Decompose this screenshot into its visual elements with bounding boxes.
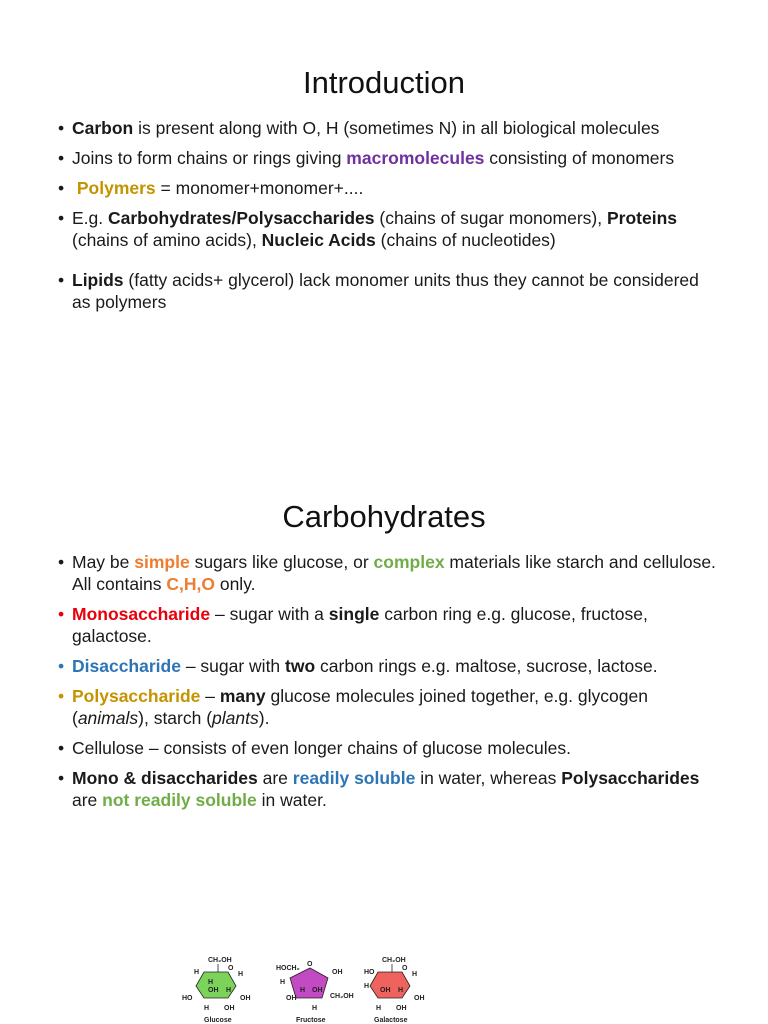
svg-text:O: O (228, 965, 234, 972)
svg-text:H: H (194, 969, 200, 976)
intro-title: Introduction (303, 64, 465, 100)
list-item: • E.g. Carbohydrates/Polysaccharides (chains of sugar monomers), Proteins (chains of amino acids), Nucleic Acids (chains of nucleotides) (58, 208, 677, 250)
svg-text:OH: OH (240, 995, 251, 1002)
list-item: • Cellulose – consists of even longer chains of glucose molecules. (58, 738, 572, 758)
bullet-dot: • (58, 270, 65, 290)
svg-text:H: H (364, 983, 370, 990)
intro-bullet-list (58, 117, 718, 321)
list-item: • Polysaccharide – many glucose molecules joined together, e.g. glycogen (animals), starch (plants). (58, 686, 648, 728)
svg-text:OH: OH (396, 1005, 407, 1012)
fructose-structure (276, 961, 354, 1024)
bullet-dot: • (58, 656, 65, 676)
list-item: • Mono & disaccharides are readily soluble in water, whereas Polysaccharides are not readily soluble in water. (58, 768, 700, 810)
galactose-structure (364, 957, 425, 1024)
glucose-ch2oh-label: CH₂OH (208, 957, 232, 964)
svg-text:OH: OH (208, 987, 219, 994)
list-item: • Carbon is present along with O, H (sometimes N) in all biological molecules (58, 118, 660, 138)
list-item: • Polymers = monomer+monomer+.... (58, 178, 364, 198)
list-item: • Monosaccharide – sugar with a single carbon ring e.g. glucose, fructose, galactose. (58, 604, 648, 646)
glucose-ring (196, 972, 236, 998)
svg-text:H: H (398, 987, 404, 994)
svg-text:H: H (204, 1005, 210, 1012)
svg-text:H: H (412, 971, 418, 978)
galactose-ring (370, 972, 410, 998)
svg-text:H: H (208, 979, 214, 986)
svg-text:H: H (226, 987, 232, 994)
svg-text:OH: OH (332, 969, 343, 976)
bullet-dot: • (58, 552, 65, 572)
bullet-dot: • (58, 208, 65, 228)
bullet-dot: • (58, 604, 65, 624)
carbohydrates-title: Carbohydrates (282, 498, 486, 534)
svg-text:H: H (238, 971, 244, 978)
fructose-label: Fructose (296, 1017, 326, 1024)
svg-text:OH: OH (286, 995, 297, 1002)
svg-text:O: O (307, 961, 313, 968)
bullet-dot: • (58, 738, 65, 758)
bullet-dot: • (58, 178, 65, 198)
list-item: • May be simple sugars like glucose, or complex materials like starch and cellulose. All contains C,H,O only. (58, 552, 716, 594)
svg-text:OH: OH (380, 987, 391, 994)
galactose-ch2oh-label: CH₂OH (382, 957, 406, 964)
list-item: • Lipids (fatty acids+ glycerol) lack monomer units thus they cannot be considered as polymers (58, 270, 699, 312)
svg-text:OH: OH (312, 987, 323, 994)
fructose-hoch2-label: HOCH₂ (276, 965, 300, 972)
galactose-label: Galactose (374, 1017, 408, 1024)
glucose-label: Glucose (204, 1017, 232, 1024)
bullet-dot: • (58, 148, 65, 168)
svg-text:HO: HO (182, 995, 193, 1002)
bullet-dot: • (58, 768, 65, 788)
bullet-dot: • (58, 118, 65, 138)
svg-text:H: H (280, 979, 286, 986)
svg-text:H: H (312, 1005, 318, 1012)
svg-text:H: H (300, 987, 306, 994)
svg-text:H: H (376, 1005, 382, 1012)
svg-text:OH: OH (224, 1005, 235, 1012)
list-item: • Joins to form chains or rings giving macromolecules consisting of monomers (58, 148, 675, 168)
svg-text:O: O (402, 965, 408, 972)
svg-text:CH₂OH: CH₂OH (330, 993, 354, 1000)
bullet-dot: • (58, 686, 65, 706)
glucose-structure (182, 957, 251, 1024)
svg-text:HO: HO (364, 969, 375, 976)
monosaccharide-structures-figure (180, 948, 440, 1024)
carbohydrates-bullet-list (58, 551, 718, 819)
svg-text:OH: OH (414, 995, 425, 1002)
list-item: • Disaccharide – sugar with two carbon rings e.g. maltose, sucrose, lactose. (58, 656, 658, 676)
